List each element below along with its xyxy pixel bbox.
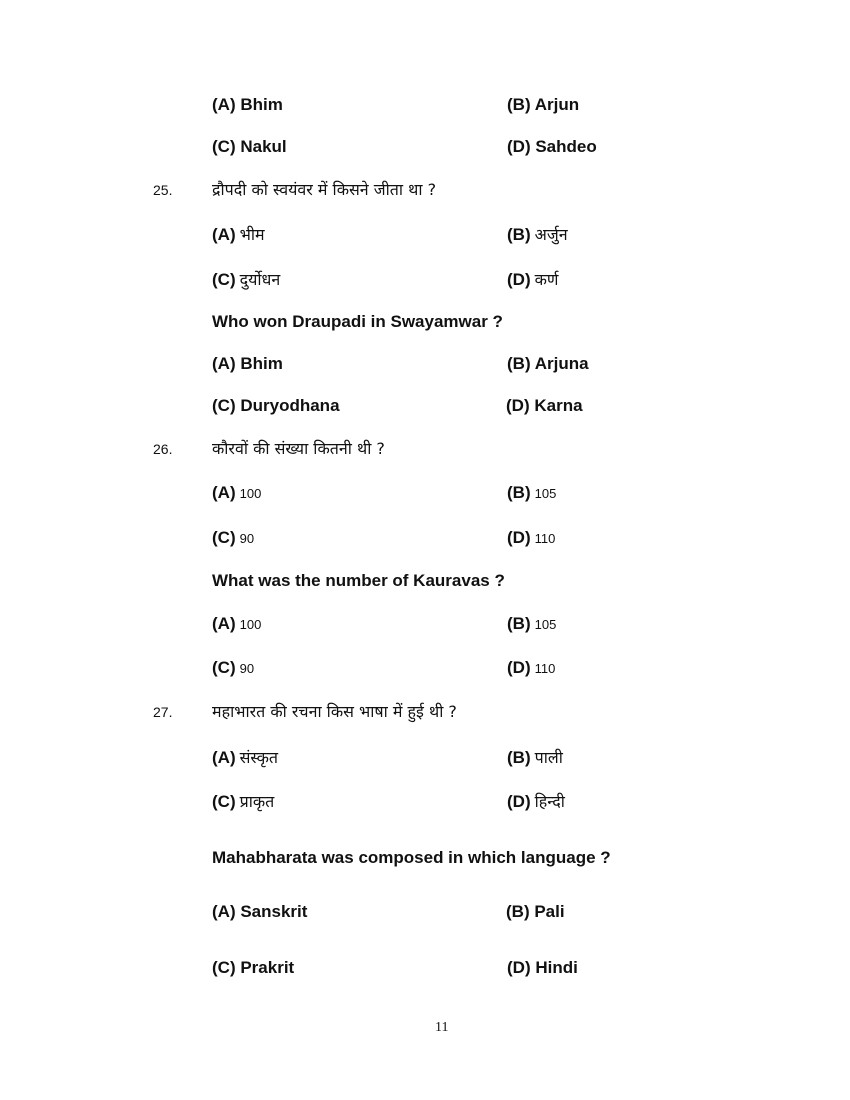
q24-option-a: (A) Bhim (212, 95, 283, 114)
q27-english-option-a: (A) Sanskrit (212, 902, 308, 921)
q27-number: 27. (153, 704, 173, 720)
q26-hindi-option-c: (C) 90 (212, 528, 255, 547)
q25-hindi-option-b: (B) अर्जुन (507, 225, 568, 244)
q27-english-option-b: (B) Pali (506, 902, 565, 921)
q26-english-option-b: (B) 105 (507, 614, 557, 633)
q27-english-option-c: (C) Prakrit (212, 958, 295, 977)
q24-option-b: (B) Arjun (507, 95, 580, 114)
q25-number: 25. (153, 182, 173, 198)
q27-hindi-option-a: (A) संस्कृत (212, 748, 279, 767)
q27-hindi-option-b: (B) पाली (507, 748, 563, 767)
q25-english-option-a: (A) Bhim (212, 354, 283, 373)
q26-hindi-option-a: (A) 100 (212, 483, 262, 502)
q25-english-option-c: (C) Duryodhana (212, 396, 340, 415)
q26-english-question: What was the number of Kauravas ? (212, 571, 505, 590)
q25-hindi-option-a: (A) भीम (212, 225, 265, 244)
q25-english-question: Who won Draupadi in Swayamwar ? (212, 312, 503, 331)
q26-english-option-a: (A) 100 (212, 614, 262, 633)
q26-hindi-option-b: (B) 105 (507, 483, 557, 502)
q25-english-option-b: (B) Arjuna (507, 354, 589, 373)
q26-hindi-question: कौरवों की संख्या कितनी थी ? (212, 439, 385, 458)
q27-hindi-option-c: (C) प्राकृत (212, 792, 275, 811)
q25-hindi-question: द्रौपदी को स्वयंवर में किसने जीता था ? (212, 180, 437, 199)
q27-hindi-option-d: (D) हिन्दी (507, 792, 565, 811)
q27-hindi-question: महाभारत की रचना किस भाषा में हुई थी ? (212, 702, 457, 721)
page-number: 11 (435, 1020, 449, 1035)
q27-english-option-d: (D) Hindi (507, 958, 578, 977)
q25-hindi-option-c: (C) दुर्योधन (212, 270, 281, 289)
q24-option-d: (D) Sahdeo (507, 137, 597, 156)
q27-english-question: Mahabharata was composed in which language ? (212, 848, 611, 867)
q26-hindi-option-d: (D) 110 (507, 528, 556, 547)
q24-option-c: (C) Nakul (212, 137, 287, 156)
q26-number: 26. (153, 441, 173, 457)
q25-hindi-option-d: (D) कर्ण (507, 270, 559, 289)
q26-english-option-d: (D) 110 (507, 658, 556, 677)
q25-english-option-d: (D) Karna (506, 396, 583, 415)
q26-english-option-c: (C) 90 (212, 658, 255, 677)
